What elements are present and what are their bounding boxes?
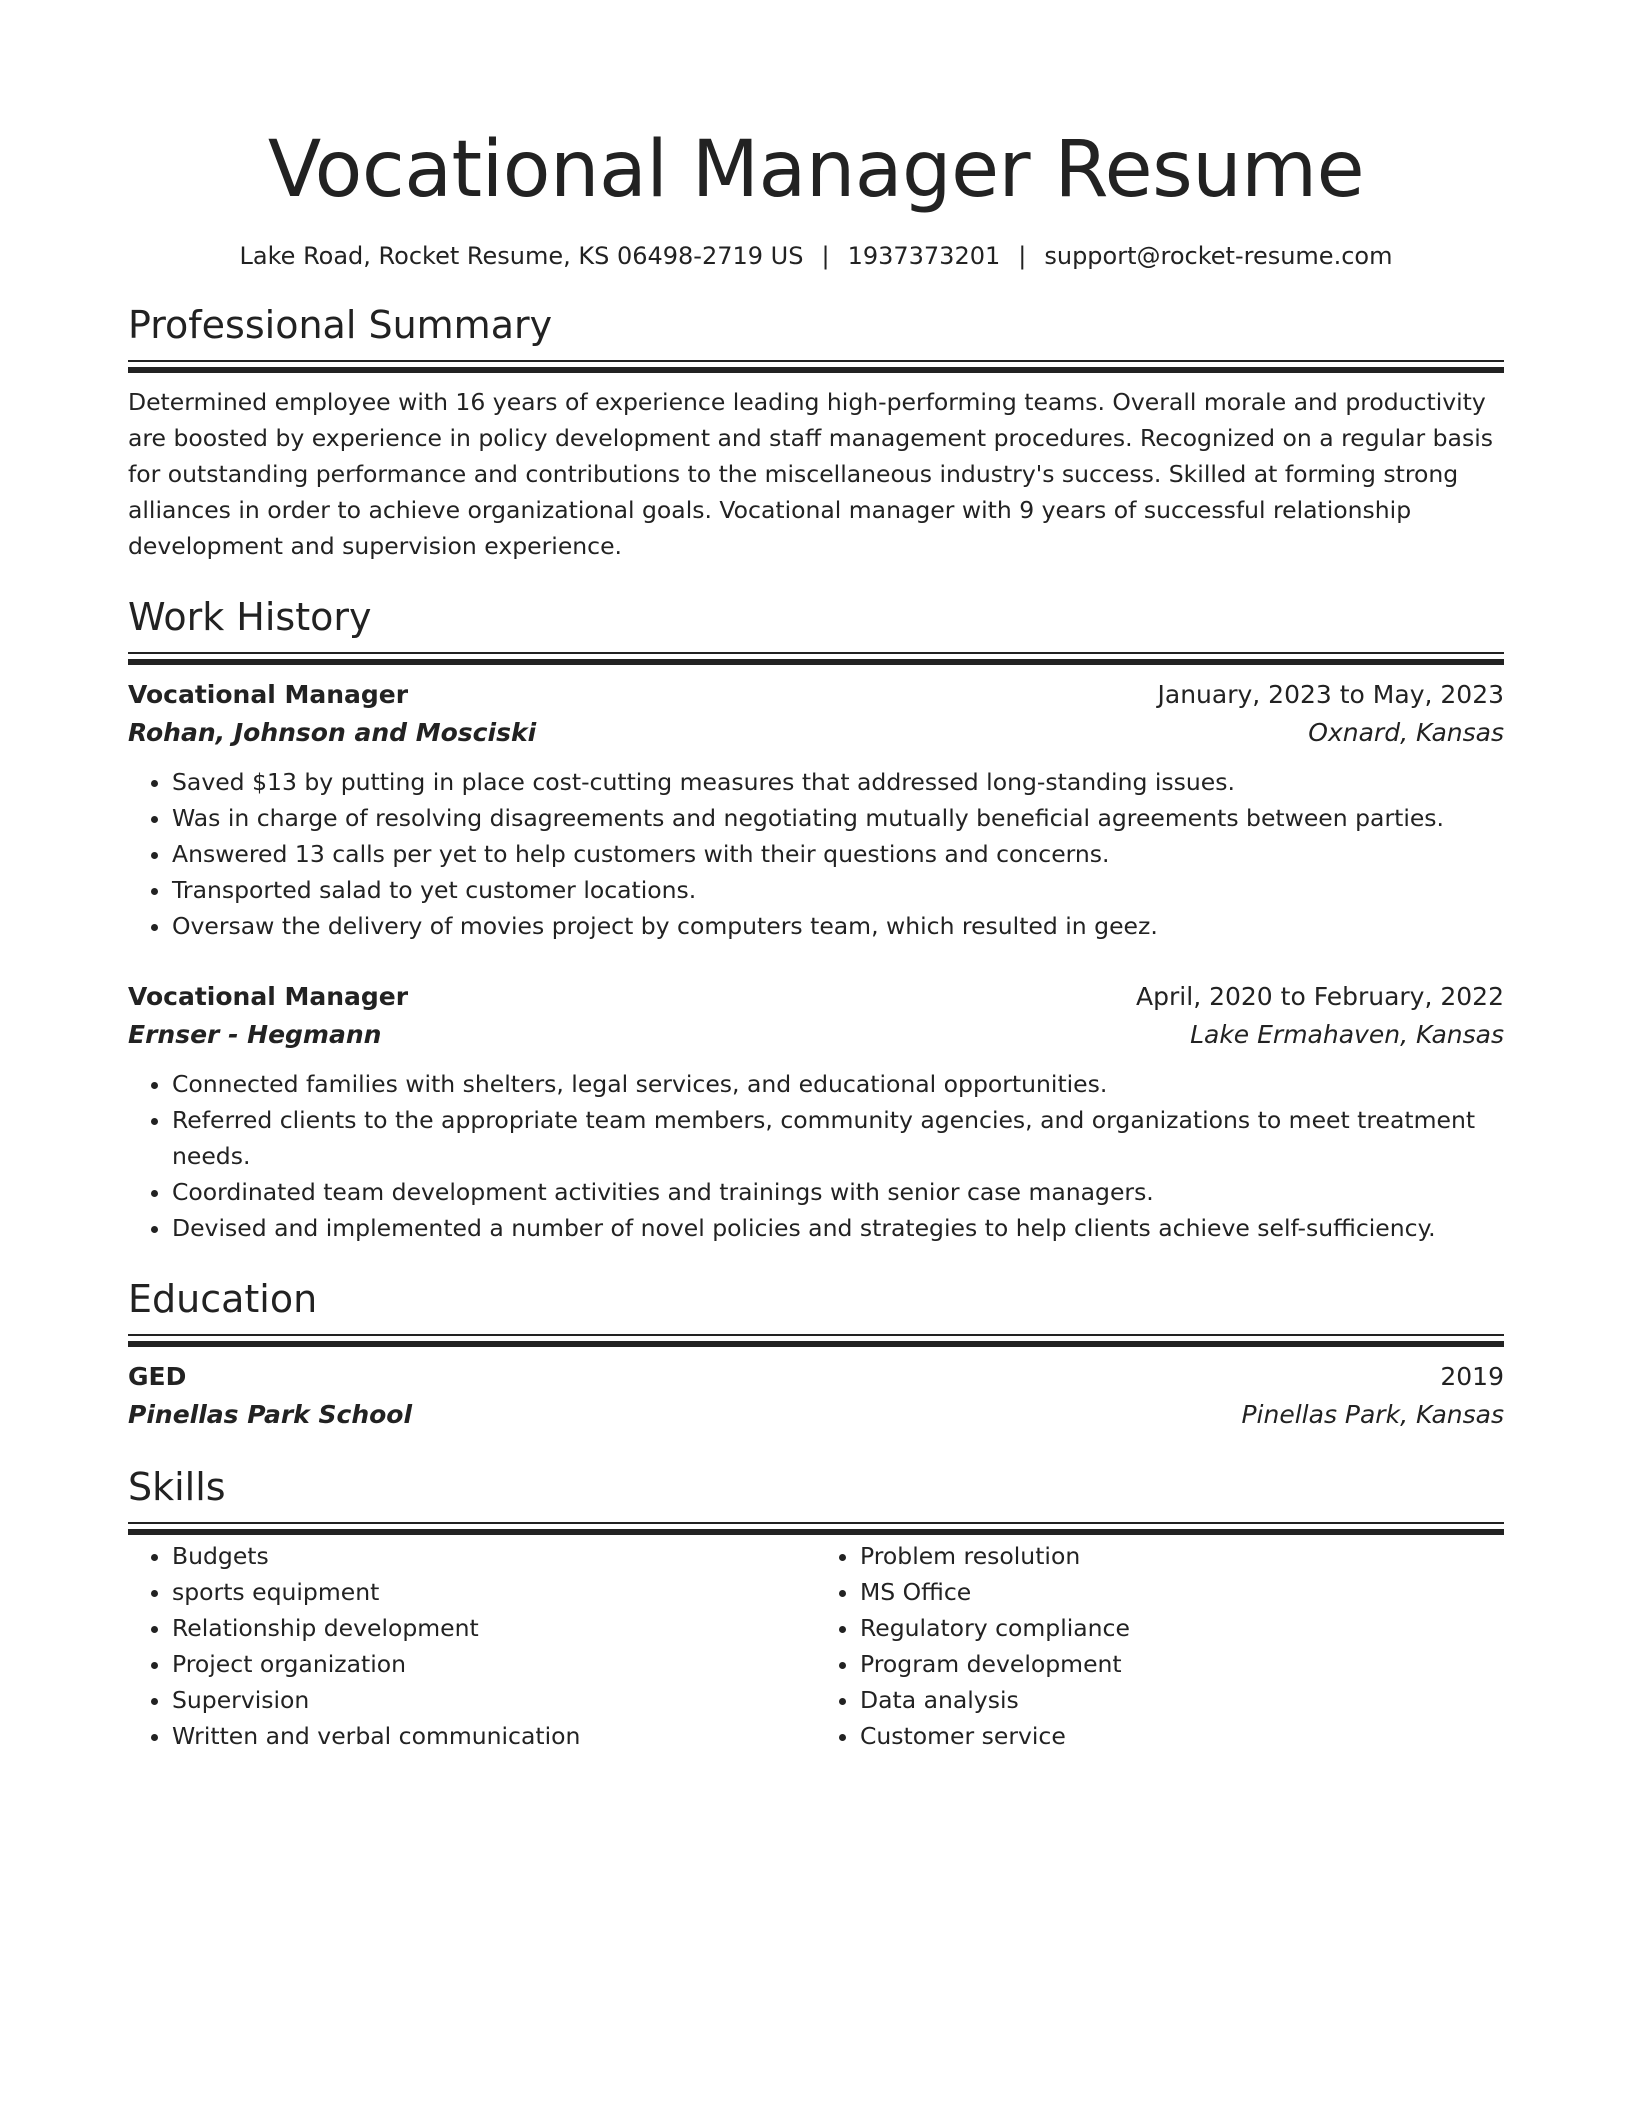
list-item: • Oversaw the delivery of movies project by computers team, which resulted in geez. xyxy=(172,908,1504,944)
education-school: Pinellas Park School xyxy=(128,1400,413,1429)
job-title-row xyxy=(128,676,1504,714)
contact-phone: 1937373201 xyxy=(847,242,1001,270)
resume-title: Vocational Manager Resume xyxy=(267,125,1365,215)
section-divider xyxy=(128,652,1504,654)
education-school-row xyxy=(128,1396,1504,1434)
list-item: • MS Office xyxy=(860,1574,1504,1610)
list-item: • Connected families with shelters, legal services, and educational opportunities. xyxy=(172,1066,1504,1102)
job-dates: January, 2023 to May, 2023 xyxy=(1157,680,1504,709)
section-divider xyxy=(128,1522,1504,1524)
education-year: 2019 xyxy=(1440,1362,1504,1391)
job-dates: April, 2020 to February, 2022 xyxy=(1136,982,1504,1011)
job-company-row xyxy=(128,1016,1504,1054)
list-item: • Regulatory compliance xyxy=(860,1610,1504,1646)
job-company-row xyxy=(128,714,1504,752)
contact-separator: | xyxy=(821,242,830,270)
list-item: • sports equipment xyxy=(172,1574,816,1610)
contact-separator: | xyxy=(1018,242,1027,270)
contact-line xyxy=(128,240,1504,272)
contact-email: support@rocket-resume.com xyxy=(1044,242,1393,270)
list-item: • Relationship development xyxy=(172,1610,816,1646)
list-item: • Supervision xyxy=(172,1682,816,1718)
list-item: • Coordinated team development activities and trainings with senior case managers. xyxy=(172,1174,1504,1210)
job-entry xyxy=(128,978,1504,1246)
list-item: • Problem resolution xyxy=(860,1538,1504,1574)
list-item: • Devised and implemented a number of novel policies and strategies to help clients achieve self-sufficiency. xyxy=(172,1210,1504,1246)
list-item: • Data analysis xyxy=(860,1682,1504,1718)
skills-section xyxy=(128,1464,1504,1754)
list-item: • Answered 13 calls per yet to help customers with their questions and concerns. xyxy=(172,836,1504,872)
list-item: • Customer service xyxy=(860,1718,1504,1754)
skills-column-left xyxy=(128,1538,816,1754)
education-degree: GED xyxy=(128,1362,187,1391)
job-bullets xyxy=(128,1066,1504,1246)
job-company: Ernser - Hegmann xyxy=(128,1020,382,1049)
work-history-section xyxy=(128,594,1504,1246)
job-location: Lake Ermahaven, Kansas xyxy=(1190,1020,1504,1049)
list-item: • Project organization xyxy=(172,1646,816,1682)
summary-text: Determined employee with 16 years of experience leading high-performing teams. Overall morale and productivity are boosted by experience in policy development and staff management procedures. Recognized on a regular basis for outstanding performance and contributions to the miscellaneous industry's success. Skilled at forming strong alliances in order to achieve organizational goals. Vocational manager with 9 years of successful relationship development and supervision experience. xyxy=(128,388,1493,560)
job-company: Rohan, Johnson and Mosciski xyxy=(128,718,537,747)
education-section xyxy=(128,1276,1504,1434)
section-heading-work-history: Work History xyxy=(128,595,372,639)
job-location: Oxnard, Kansas xyxy=(1308,718,1504,747)
job-bullets xyxy=(128,764,1504,944)
list-item: • Budgets xyxy=(172,1538,816,1574)
job-title: Vocational Manager xyxy=(128,982,409,1011)
list-item: • Referred clients to the appropriate team members, community agencies, and organizations to meet treatment needs. xyxy=(172,1102,1504,1174)
list-item: • Transported salad to yet customer locations. xyxy=(172,872,1504,908)
list-item: • Saved $13 by putting in place cost-cutting measures that addressed long-standing issues. xyxy=(172,764,1504,800)
job-title-row xyxy=(128,978,1504,1016)
education-location: Pinellas Park, Kansas xyxy=(1241,1400,1504,1429)
job-entry xyxy=(128,676,1504,944)
job-title: Vocational Manager xyxy=(128,680,409,709)
section-heading-education: Education xyxy=(128,1277,318,1321)
section-heading-summary: Professional Summary xyxy=(128,303,553,347)
list-item: • Written and verbal communication xyxy=(172,1718,816,1754)
section-divider xyxy=(128,360,1504,362)
list-item: • Was in charge of resolving disagreements and negotiating mutually beneficial agreements between parties. xyxy=(172,800,1504,836)
summary-section xyxy=(128,302,1504,564)
list-item: • Program development xyxy=(860,1646,1504,1682)
skills-column-right xyxy=(816,1538,1504,1754)
education-degree-row xyxy=(128,1358,1504,1396)
contact-address: Lake Road, Rocket Resume, KS 06498-2719 US xyxy=(239,242,804,270)
section-heading-skills: Skills xyxy=(128,1465,226,1509)
skills-grid xyxy=(128,1538,1504,1754)
section-divider xyxy=(128,1334,1504,1336)
